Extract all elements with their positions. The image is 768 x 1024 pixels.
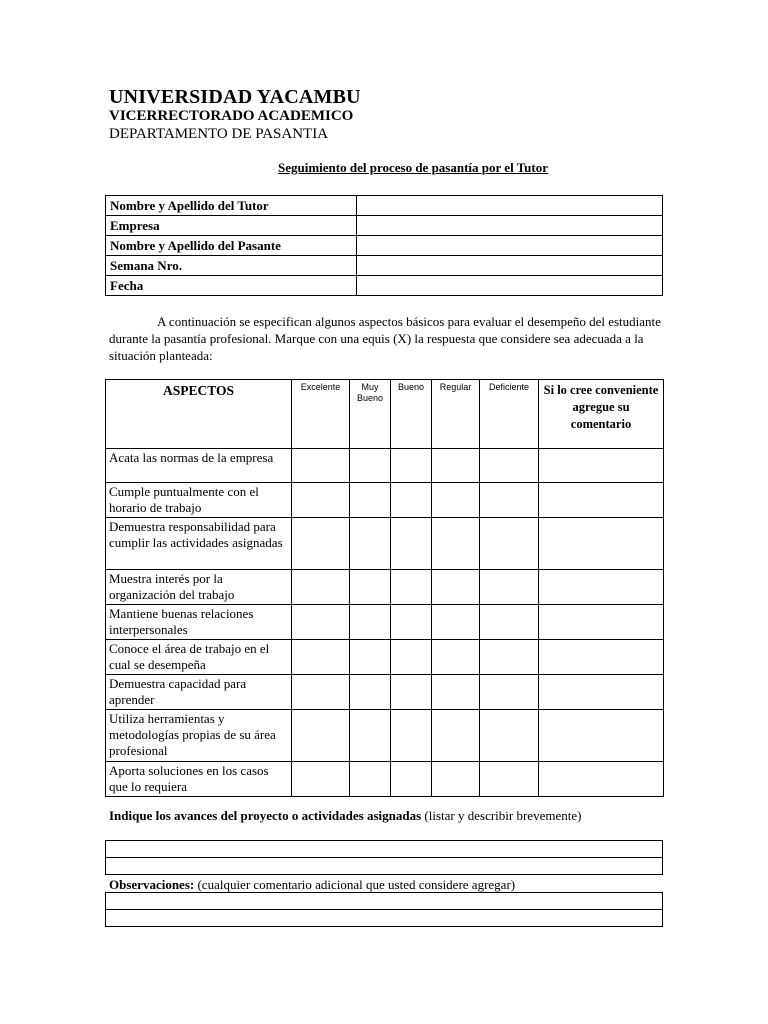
info-value-field[interactable] xyxy=(357,276,663,296)
comment-cell[interactable] xyxy=(539,518,664,570)
rating-header-muy-bueno: Muy Bueno xyxy=(350,380,391,449)
intro-paragraph xyxy=(109,313,661,364)
aspect-row xyxy=(106,605,664,640)
info-label: Semana Nro. xyxy=(106,256,357,276)
observaciones-label-rest: (cualquier comentario adicional que usted considere agregar) xyxy=(194,877,516,892)
comment-cell[interactable] xyxy=(539,483,664,518)
rating-cell-muy-bueno[interactable] xyxy=(350,483,391,518)
rating-cell-deficiente[interactable] xyxy=(480,675,539,710)
rating-cell-deficiente[interactable] xyxy=(480,762,539,797)
evaluation-header-row xyxy=(106,380,664,449)
rating-cell-muy-bueno[interactable] xyxy=(350,449,391,483)
rating-cell-regular[interactable] xyxy=(432,710,480,762)
comment-cell[interactable] xyxy=(539,449,664,483)
comment-cell[interactable] xyxy=(539,570,664,605)
rating-cell-regular[interactable] xyxy=(432,640,480,675)
rating-cell-excelente[interactable] xyxy=(292,762,350,797)
rating-cell-muy-bueno[interactable] xyxy=(350,605,391,640)
observaciones-line xyxy=(106,893,663,910)
aspect-label: Mantiene buenas relaciones interpersonales xyxy=(106,605,292,640)
rating-cell-deficiente[interactable] xyxy=(480,640,539,675)
rating-cell-bueno[interactable] xyxy=(391,762,432,797)
rating-cell-regular[interactable] xyxy=(432,605,480,640)
rating-cell-deficiente[interactable] xyxy=(480,449,539,483)
info-label: Nombre y Apellido del Tutor xyxy=(106,196,357,216)
aspect-row xyxy=(106,762,664,797)
aspect-label: Demuestra responsabilidad para cumplir las actividades asignadas xyxy=(106,518,292,570)
aspect-label: Acata las normas de la empresa xyxy=(106,449,292,483)
rating-cell-regular[interactable] xyxy=(432,483,480,518)
observaciones-label xyxy=(109,876,669,893)
rating-cell-deficiente[interactable] xyxy=(480,710,539,762)
aspect-label: Muestra interés por la organización del trabajo xyxy=(106,570,292,605)
aspect-rows xyxy=(106,449,664,797)
rating-cell-muy-bueno[interactable] xyxy=(350,570,391,605)
comment-header: Si lo cree conveniente agregue su comentario xyxy=(539,380,664,449)
rating-cell-bueno[interactable] xyxy=(391,710,432,762)
comment-cell[interactable] xyxy=(539,640,664,675)
document-title-text: Seguimiento del proceso de pasantía por el Tutor xyxy=(277,160,549,175)
rating-cell-excelente[interactable] xyxy=(292,449,350,483)
observaciones-line xyxy=(106,910,663,927)
rating-cell-excelente[interactable] xyxy=(292,570,350,605)
aspect-row xyxy=(106,570,664,605)
aspect-label: Cumple puntualmente con el horario de trabajo xyxy=(106,483,292,518)
info-row xyxy=(106,256,663,276)
aspect-row xyxy=(106,710,664,762)
aspect-label: Demuestra capacidad para aprender xyxy=(106,675,292,710)
info-value-field[interactable] xyxy=(357,256,663,276)
comment-cell[interactable] xyxy=(539,605,664,640)
rating-cell-excelente[interactable] xyxy=(292,518,350,570)
rating-cell-regular[interactable] xyxy=(432,570,480,605)
rating-cell-bueno[interactable] xyxy=(391,675,432,710)
aspects-header: ASPECTOS xyxy=(106,380,292,449)
comment-cell[interactable] xyxy=(539,762,664,797)
avances-label-rest: (listar y describir brevemente) xyxy=(421,808,582,823)
rating-cell-muy-bueno[interactable] xyxy=(350,762,391,797)
rating-cell-excelente[interactable] xyxy=(292,640,350,675)
info-table xyxy=(105,195,663,296)
rating-cell-bueno[interactable] xyxy=(391,483,432,518)
rating-cell-bueno[interactable] xyxy=(391,605,432,640)
info-row xyxy=(106,216,663,236)
info-label: Fecha xyxy=(106,276,357,296)
aspect-label: Conoce el área de trabajo en el cual se desempeña xyxy=(106,640,292,675)
document-title xyxy=(0,160,768,176)
aspect-row xyxy=(106,640,664,675)
info-value-field[interactable] xyxy=(357,216,663,236)
info-label: Nombre y Apellido del Pasante xyxy=(106,236,357,256)
observaciones-label-bold: Observaciones: xyxy=(109,877,195,892)
info-row xyxy=(106,276,663,296)
rating-cell-bueno[interactable] xyxy=(391,518,432,570)
rating-cell-regular[interactable] xyxy=(432,675,480,710)
avances-line xyxy=(106,841,663,858)
aspect-row xyxy=(106,483,664,518)
university-name: UNIVERSIDAD YACAMBU xyxy=(109,86,361,108)
department-name: DEPARTAMENTO DE PASANTIA xyxy=(109,126,329,142)
info-row xyxy=(106,236,663,256)
rating-header-deficiente: Deficiente xyxy=(480,380,539,449)
aspect-label: Utiliza herramientas y metodologías propias de su área profesional xyxy=(106,710,292,762)
rating-cell-excelente[interactable] xyxy=(292,675,350,710)
info-value-field[interactable] xyxy=(357,236,663,256)
observaciones-input-line[interactable] xyxy=(106,893,663,910)
rating-header-regular: Regular xyxy=(432,380,480,449)
info-label: Empresa xyxy=(106,216,357,236)
avances-line xyxy=(106,858,663,875)
rating-cell-bueno[interactable] xyxy=(391,449,432,483)
rating-cell-muy-bueno[interactable] xyxy=(350,675,391,710)
comment-cell[interactable] xyxy=(539,710,664,762)
vice-rectorate: VICERRECTORADO ACADEMICO xyxy=(109,108,354,124)
aspect-label: Aporta soluciones en los casos que lo requiera xyxy=(106,762,292,797)
rating-cell-muy-bueno[interactable] xyxy=(350,710,391,762)
rating-cell-excelente[interactable] xyxy=(292,483,350,518)
rating-cell-bueno[interactable] xyxy=(391,640,432,675)
rating-header-excelente: Excelente xyxy=(292,380,350,449)
intro-text: A continuación se especifican algunos aspectos básicos para evaluar el desempeño del estudiante durante la pasantía profesional. Marque con una equis (X) la respuesta que considere sea adecuada a la situación planteada: xyxy=(109,314,661,363)
rating-cell-regular[interactable] xyxy=(432,762,480,797)
avances-label xyxy=(109,807,669,824)
rating-header-bueno: Bueno xyxy=(391,380,432,449)
rating-cell-muy-bueno[interactable] xyxy=(350,518,391,570)
aspect-row xyxy=(106,675,664,710)
rating-cell-muy-bueno[interactable] xyxy=(350,640,391,675)
rating-cell-bueno[interactable] xyxy=(391,570,432,605)
rating-cell-deficiente[interactable] xyxy=(480,518,539,570)
rating-cell-deficiente[interactable] xyxy=(480,605,539,640)
info-row xyxy=(106,196,663,216)
avances-label-bold: Indique los avances del proyecto o actividades asignadas xyxy=(109,808,422,823)
observaciones-input-line[interactable] xyxy=(106,910,663,927)
avances-input-line[interactable] xyxy=(106,841,663,858)
aspect-row xyxy=(106,518,664,570)
aspect-row xyxy=(106,449,664,483)
rating-cell-deficiente[interactable] xyxy=(480,483,539,518)
rating-cell-excelente[interactable] xyxy=(292,710,350,762)
avances-input-line[interactable] xyxy=(106,858,663,875)
avances-table xyxy=(105,840,663,875)
rating-cell-regular[interactable] xyxy=(432,518,480,570)
observaciones-table xyxy=(105,892,663,927)
comment-cell[interactable] xyxy=(539,675,664,710)
rating-cell-regular[interactable] xyxy=(432,449,480,483)
rating-cell-excelente[interactable] xyxy=(292,605,350,640)
evaluation-table xyxy=(105,379,664,797)
rating-cell-deficiente[interactable] xyxy=(480,570,539,605)
info-value-field[interactable] xyxy=(357,196,663,216)
